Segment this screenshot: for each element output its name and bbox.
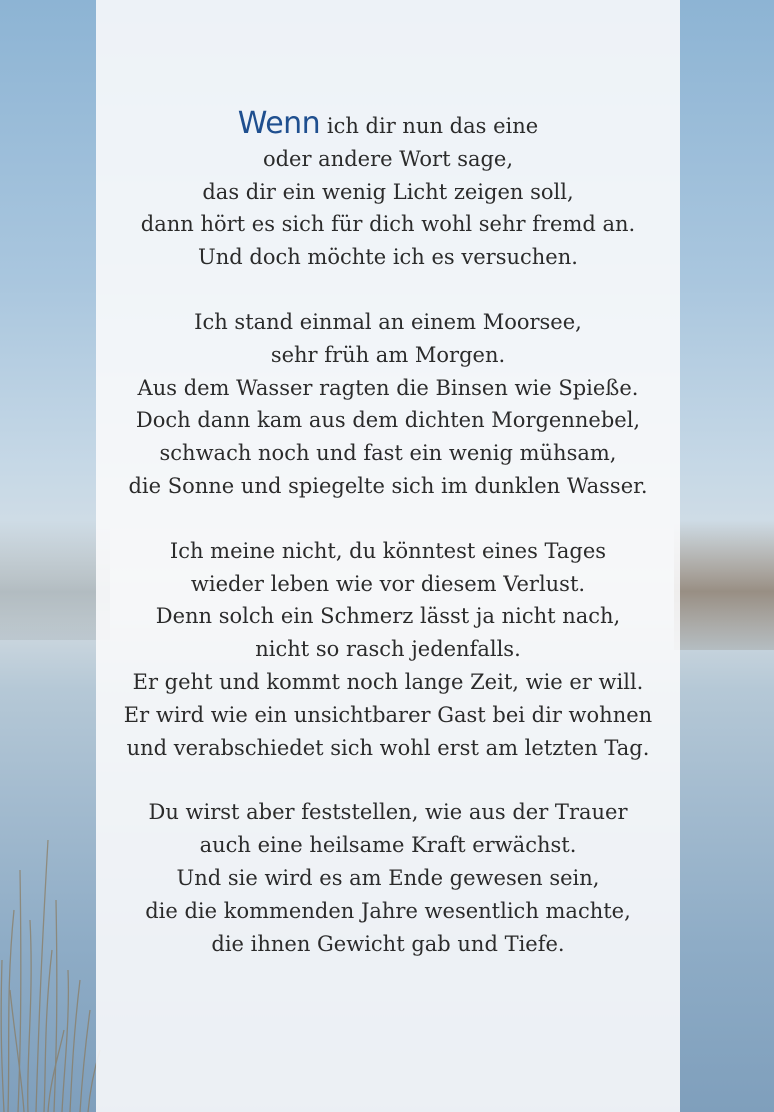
poem-line: Er geht und kommt noch lange Zeit, wie er will. <box>132 669 644 694</box>
poem-line: schwach noch und fast ein wenig mühsam, <box>159 441 617 466</box>
poem-line: Du wirst aber feststellen, wie aus der Trauer <box>148 800 628 825</box>
poem-text <box>96 108 680 992</box>
poem-line-text: ich dir nun das eine <box>326 114 539 138</box>
poem-line: Ich stand einmal an einem Moorsee, <box>194 309 582 334</box>
poem-line: oder andere Wort sage, <box>262 146 514 171</box>
stanza-3 <box>96 535 680 765</box>
poem-line: die ihnen Gewicht gab und Tiefe. <box>211 931 565 956</box>
poem-line: sehr früh am Morgen. <box>270 342 506 367</box>
poem-line: nicht so rasch jedenfalls. <box>255 637 521 662</box>
poem-line: und verabschiedet sich wohl erst am letzten Tag. <box>126 735 650 760</box>
poem-line: die die kommenden Jahre wesentlich machte, <box>145 898 631 923</box>
poem-line: Doch dann kam aus dem dichten Morgennebel, <box>135 408 641 433</box>
poem-line: auch eine heilsame Kraft erwächst. <box>199 833 577 858</box>
poem-line: Ich meine nicht, du könntest eines Tages <box>169 538 607 563</box>
poem-line: Und doch möchte ich es versuchen. <box>198 245 578 270</box>
poem-line: Er wird wie ein unsichtbarer Gast bei dir wohnen <box>123 702 653 727</box>
poem-line: die Sonne und spiegelte sich im dunklen Wasser. <box>128 473 648 498</box>
poem-line: wieder leben wie vor diesem Verlust. <box>190 571 586 596</box>
poem-line: dann hört es sich für dich wohl sehr fremd an. <box>140 212 636 237</box>
misty-treeline-right <box>674 520 774 650</box>
poem-line: das dir ein wenig Licht zeigen soll, <box>202 179 574 204</box>
poem-line: Aus dem Wasser ragten die Binsen wie Spieße. <box>137 375 639 400</box>
misty-treeline-left <box>0 520 110 640</box>
stanza-4 <box>96 796 680 960</box>
poem-line <box>96 108 680 143</box>
stanza-2 <box>96 306 680 503</box>
first-word: Wenn <box>237 106 321 141</box>
poem-line: Und sie wird es am Ende gewesen sein, <box>176 865 600 890</box>
poem-line: Denn solch ein Schmerz lässt ja nicht nach, <box>155 604 621 629</box>
stanza-1 <box>96 108 680 274</box>
